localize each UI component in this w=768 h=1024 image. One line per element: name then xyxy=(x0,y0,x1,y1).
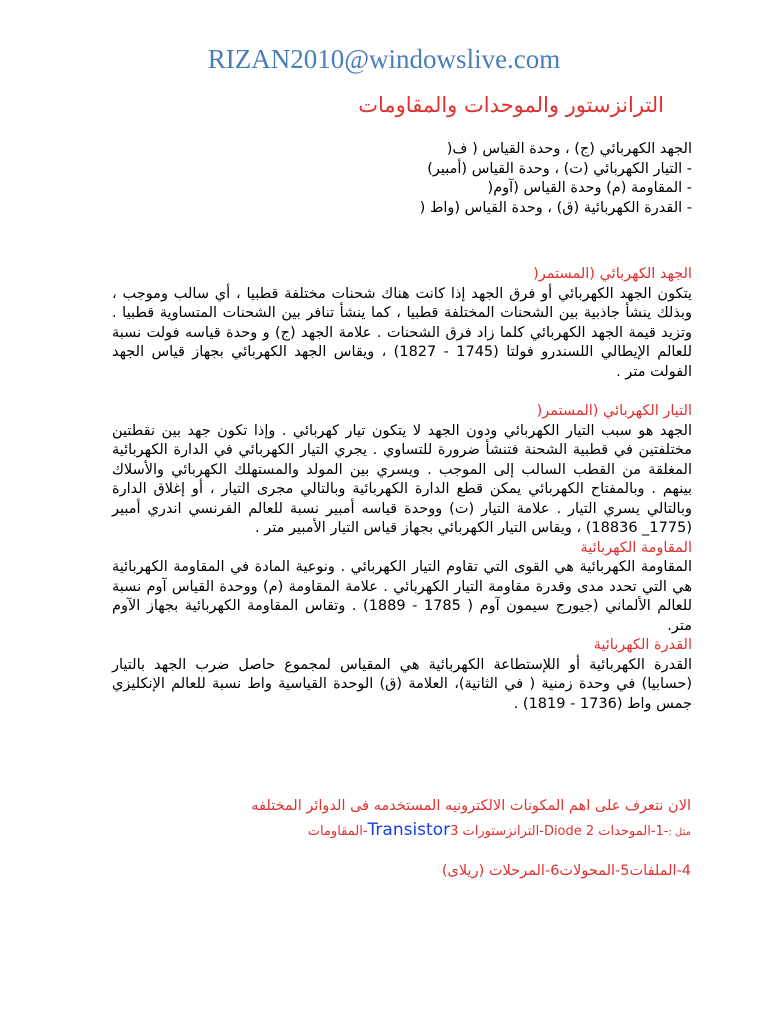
units-line-power: - القدرة الكهربائية (ق) ، وحدة القياس (واط ( xyxy=(419,199,692,216)
resistance-heading: المقاومة الكهربائية xyxy=(580,539,692,556)
units-line-resistance: - المقاومة (م) وحدة القياس (آوم( xyxy=(487,180,692,196)
voltage-paragraph: يتكون الجهد الكهربائي أو فرق الجهد إذا كانت هناك شحنات مختلفة قطبيا ، أي سالب وموجب ، وبذلك ينشأ جاذبية بين الشحنات المختلفة قطبيا ، كما ينشأ تنافر بين الشحنات المتساوية قطبيا . وتزيد قيمة الجهد الكهربائي كلما زاد فرق الشحنات . علامة الجهد (ج) و وحدة قياسه فولت نسبة للعالم الإيطالي اللسندرو فولتا (1745 - 1827) ، ويقاس الجهد الكهربائي بجهاز قياس الجهد الفولت متر . xyxy=(112,285,692,380)
components-list-1 xyxy=(91,820,691,840)
transistor-label: Transistor xyxy=(367,820,451,840)
document-body xyxy=(112,140,692,714)
voltage-heading: الجهد الكهربائي (المستمر( xyxy=(533,266,692,282)
current-paragraph: الجهد هو سبب التيار الكهربائي ودون الجهد لا يتكون تيار كهربائي . وإذا تكون جهد بين نقطتين مختلفتين في قطبية الشحنة فتنشأ ضرورة للتساوي . يجري التيار الكهربائي في الدارة الكهربائية المغلقة من القطب السالب إلى الموجب . ويسري بين المولد والمستهلك الكهربائي والأسلاك بينهم . وبالمفتاح الكهربائي يمكن قطع الدارة الكهربائية وبالتالي مجرى التيار ، أو إغلاق الدارة وبالتالي يسري التيار . علامة التيار (ت) ووحدة قياسه أمبير نسبة للعالم الفرنسي اندري أمبير (1775_ 18836) ، ويقاس التيار الكهربائي بجهاز قياس التيار الأمبير متر . xyxy=(112,422,692,536)
components-list-part-b: 3-المقاومات xyxy=(307,824,459,839)
power-paragraph: القدرة الكهربائية أو اللإستطاعة الكهربائية هي المقياس لمجموع حاصل ضرب الجهد بالتيار (حسابيا) في وحدة زمنية ( في الثانية)، العلامة (ق) الوحدة القياسية واط نسبة للعالم الإنكليزي جمس واط (1736 - 1819) . xyxy=(112,656,692,712)
example-prefix: مثل : xyxy=(668,827,691,838)
email-address: RIZAN2010@windowslive.com xyxy=(207,44,561,74)
components-intro: الان نتعرف على اهم المكونات الالكترونيه المستخدمه فى الدوائر المختلفه xyxy=(251,798,691,814)
power-heading: القدرة الكهربائية xyxy=(593,637,692,653)
current-heading: التيار الكهربائي (المستمر( xyxy=(536,403,692,419)
components-list-part-a: -1-الموحدات Diode 2-الترانزستورات xyxy=(458,824,669,839)
page-title: الترانزستور والموحدات والمقاومات xyxy=(358,93,664,117)
components-list-2: 4-الملفات5-المحولات6-المرحلات (ريلاى) xyxy=(441,863,691,879)
units-line-current: - التيار الكهربائي (ت) ، وحدة القياس (أمبير) xyxy=(427,160,692,177)
units-line-voltage: الجهد الكهربائي (ج) ، وحدة القياس ( ف( xyxy=(446,141,692,157)
resistance-paragraph: المقاومة الكهربائية هي القوى التي تقاوم التيار الكهربائي . ونوعية المادة في المقاومة الكهربائية هي التي تحدد مدى وقدرة مقاومة التيار الكهربائي . علامة المقاومة (م) ووحدة القياس آوم نسبة للعالم الألماني (جيورج سيمون آوم ( 1785 - 1889) . وتقاس المقاومة الكهربائية بجهاز الآوم متر. xyxy=(112,559,693,634)
